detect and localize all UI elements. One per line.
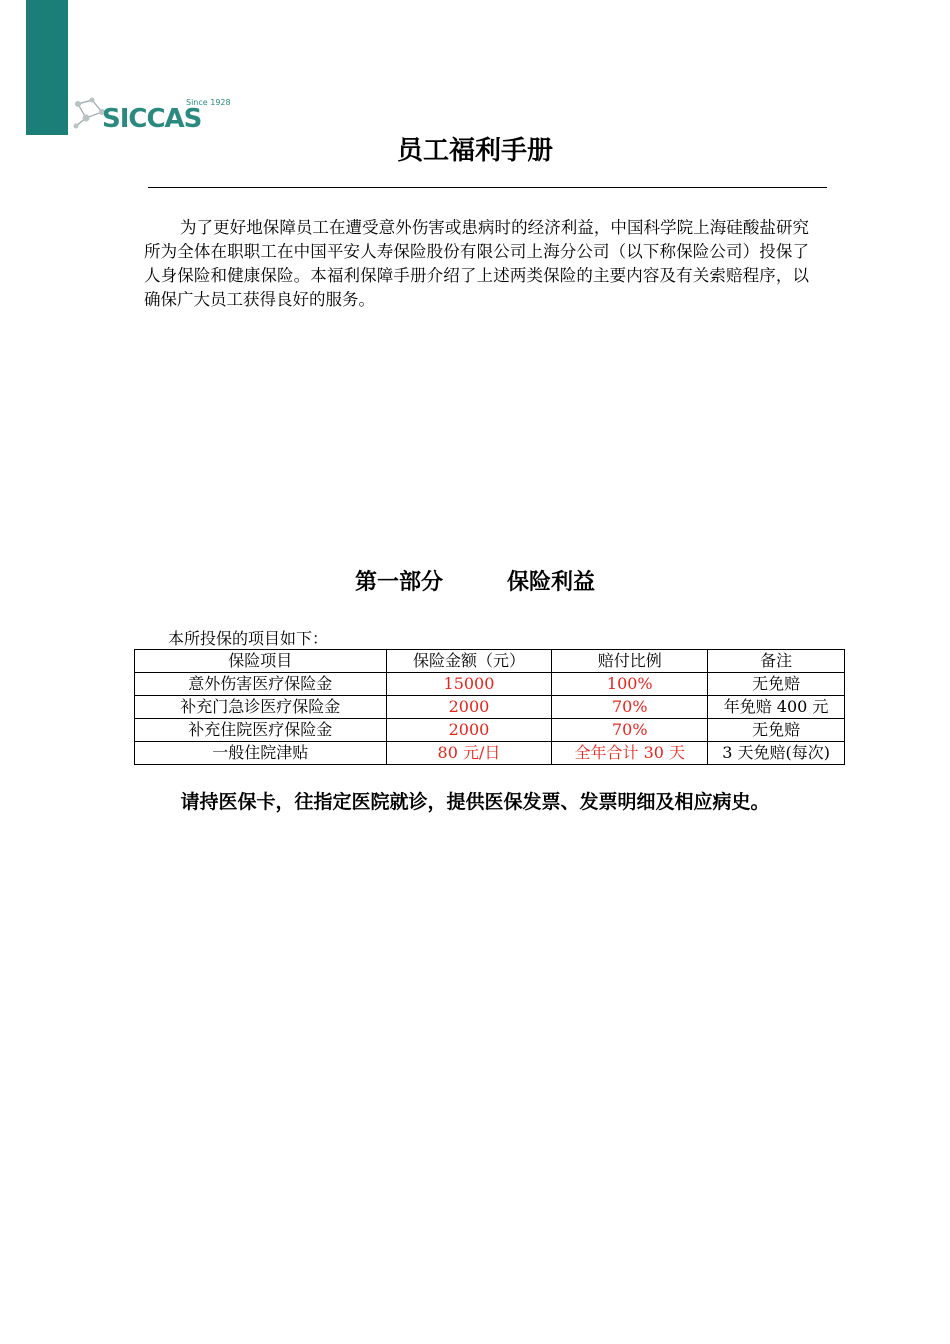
header-amount: 保险金额（元） [386,650,552,673]
section-part: 第一部分 [354,569,443,595]
cell-amount: 80 元/日 [386,742,552,765]
title-divider [148,187,827,188]
table-intro: 本所投保的项目如下： [168,629,329,648]
cell-remark: 年免赔 400 元 [708,696,845,719]
document-title: 员工福利手册 [396,136,553,166]
cell-item: 补充门急诊医疗保险金 [135,696,387,719]
cell-amount: 2000 [386,719,552,742]
insurance-table [134,649,845,765]
cell-remark: 无免赔 [708,673,845,696]
cell-ratio: 全年合计 30 天 [552,742,708,765]
cell-remark: 3 天免赔(每次) [708,742,845,765]
section-heading [0,565,950,596]
cell-item: 意外伤害医疗保险金 [135,673,387,696]
table-row [135,742,845,765]
cell-item: 一般住院津贴 [135,742,387,765]
cell-ratio: 100% [552,673,708,696]
intro-paragraph: 为了更好地保障员工在遭受意外伤害或患病时的经济利益，中国科学院上海硅酸盐研究所为全体在职职工在中国平安人寿保险股份有限公司上海分公司（以下称保险公司）投保了人身保险和健康保险。本福利保障手册介绍了上述两类保险的主要内容及有关索赔程序，以确保广大员工获得良好的服务。 [144,218,809,309]
header-item: 保险项目 [135,650,387,673]
table-row [135,673,845,696]
table-header-row [135,650,845,673]
table-row [135,696,845,719]
cell-amount: 2000 [386,696,552,719]
cell-ratio: 70% [552,719,708,742]
cell-remark: 无免赔 [708,719,845,742]
logo-name: SICCAS [102,104,202,134]
logo-since: Since 1928 [186,98,231,107]
section-name: 保险利益 [507,569,596,595]
cell-amount: 15000 [386,673,552,696]
cell-item: 补充住院医疗保险金 [135,719,387,742]
table-row [135,719,845,742]
header-accent-bar [26,0,68,135]
header-ratio: 赔付比例 [552,650,708,673]
header-remark: 备注 [708,650,845,673]
claim-notice: 请持医保卡，往指定医院就诊，提供医保发票、发票明细及相应病史。 [180,791,770,813]
cell-ratio: 70% [552,696,708,719]
